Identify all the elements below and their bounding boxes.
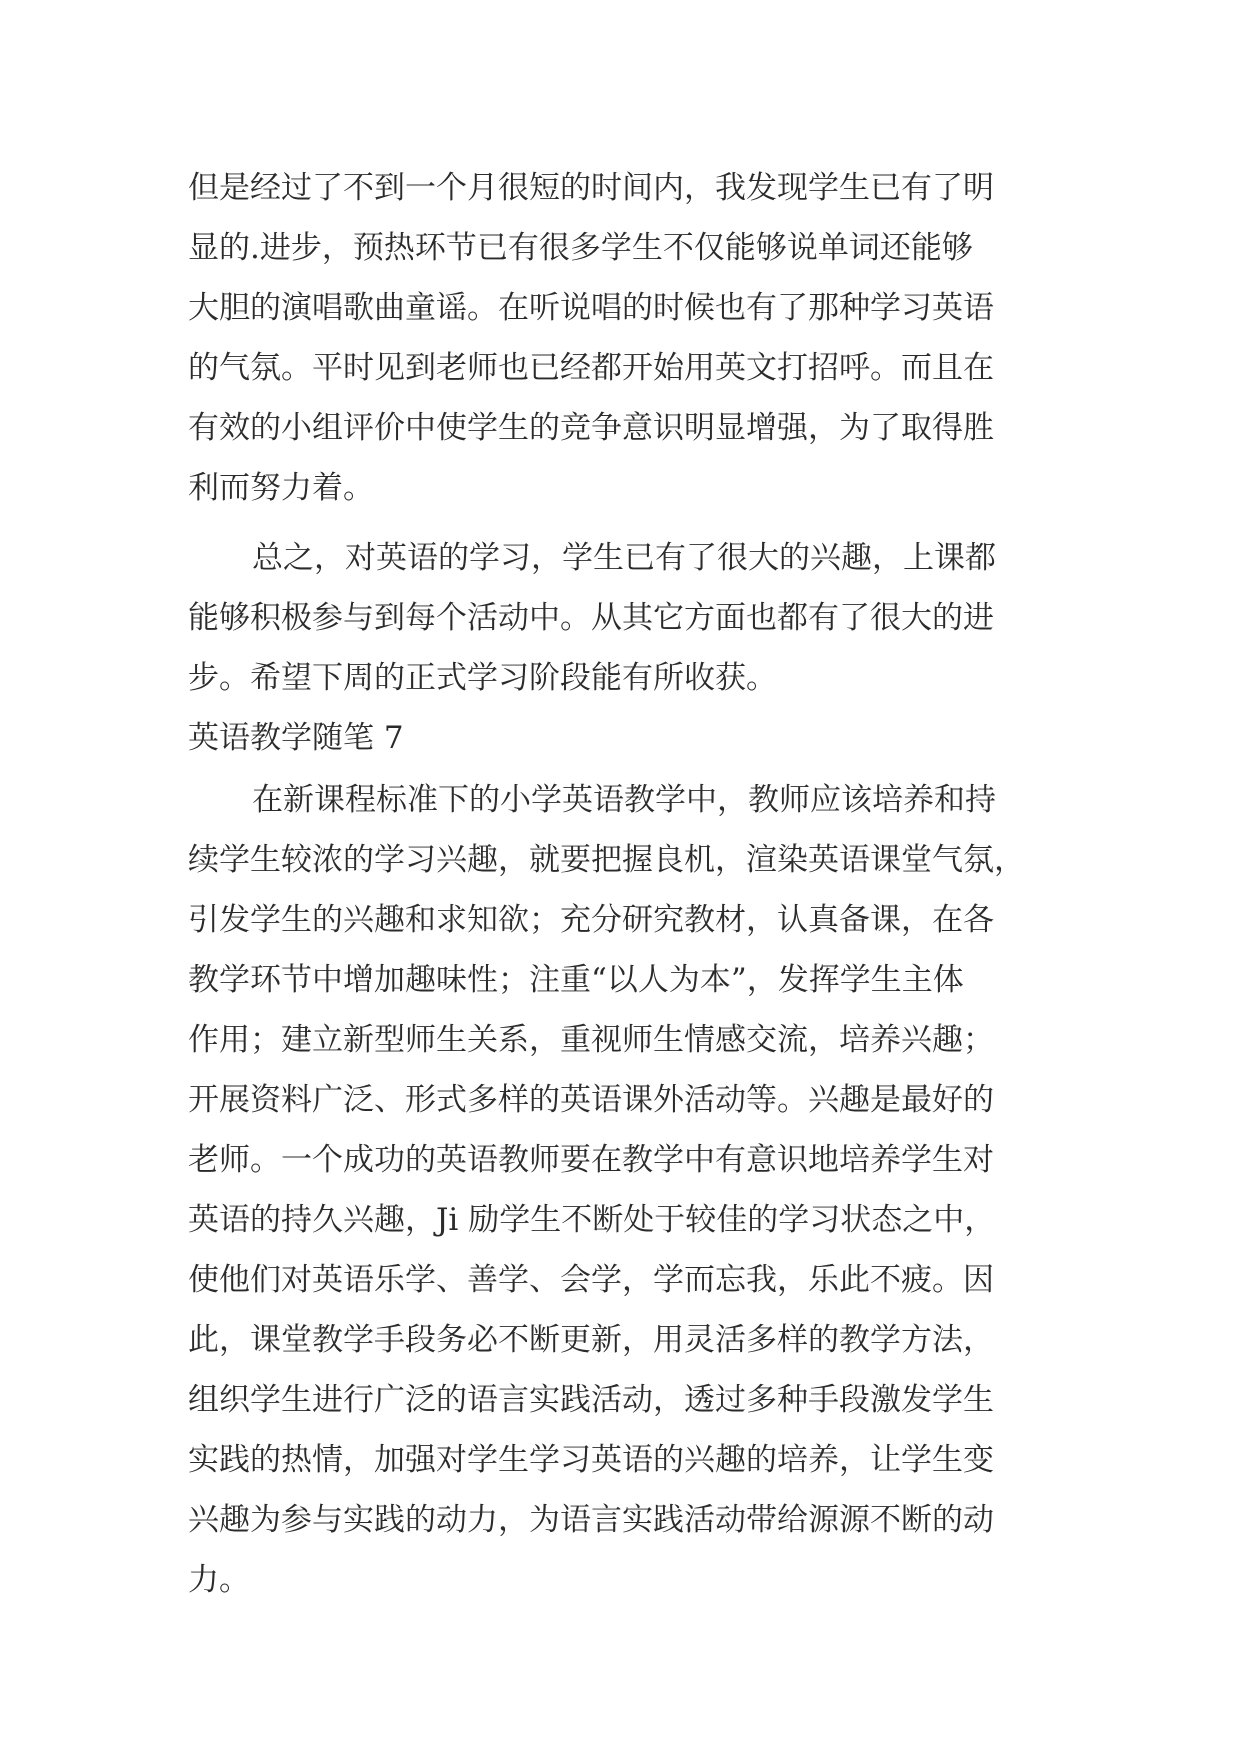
paragraph-1-line: 但是经过了不到一个月很短的时间内，我发现学生已有了明 [188,170,994,206]
paragraph-1-line: 有效的小组评价中使学生的竞争意识明显增强，为了取得胜 [188,410,994,446]
paragraph-2-line: 步。希望下周的正式学习阶段能有所收获。 [188,660,777,696]
paragraph-3-line: 此，课堂教学手段务必不断更新，用灵活多样的教学方法， [188,1322,994,1358]
paragraph-3-line: 英语的持久兴趣，Ji 励学生不断处于较佳的学习状态之中， [188,1202,996,1238]
paragraph-3-line: 教学环节中增加趣味性；注重“以人为本”，发挥学生主体 [188,962,964,998]
paragraph-3-line: 开展资料广泛、形式多样的英语课外活动等。兴趣是最好的 [188,1082,994,1118]
paragraph-3-line: 引发学生的兴趣和求知欲；充分研究教材，认真备课，在各 [188,902,994,938]
paragraph-3-line: 组织学生进行广泛的语言实践活动，透过多种手段激发学生 [188,1382,994,1418]
paragraph-2-line: 总之，对英语的学习，学生已有了很大的兴趣，上课都 [252,540,996,576]
paragraph-3-line: 老师。一个成功的英语教师要在教学中有意识地培养学生对 [188,1142,994,1178]
section-heading: 英语教学随笔 7 [188,720,404,756]
paragraph-1-line: 利而努力着。 [188,470,374,506]
paragraph-1-line: 的气氛。平时见到老师也已经都开始用英文打招呼。而且在 [188,350,994,386]
paragraph-1-line: 显的.进步，预热环节已有很多学生不仅能够说单词还能够 [188,230,973,266]
paragraph-3-line: 兴趣为参与实践的动力，为语言实践活动带给源源不断的动 [188,1502,994,1538]
paragraph-2-line: 能够积极参与到每个活动中。从其它方面也都有了很大的进 [188,600,994,636]
paragraph-1-line: 大胆的演唱歌曲童谣。在听说唱的时候也有了那种学习英语 [188,290,994,326]
paragraph-3-line: 实践的热情，加强对学生学习英语的兴趣的培养，让学生变 [188,1442,994,1478]
paragraph-3-line: 作用；建立新型师生关系，重视师生情感交流，培养兴趣； [188,1022,994,1058]
paragraph-3-line: 力。 [188,1562,250,1598]
paragraph-3-line: 续学生较浓的学习兴趣，就要把握良机，渲染英语课堂气氛， [188,842,1025,878]
paragraph-3-line: 使他们对英语乐学、善学、会学，学而忘我，乐此不疲。因 [188,1262,994,1298]
paragraph-3-line: 在新课程标准下的小学英语教学中，教师应该培养和持 [252,782,996,818]
